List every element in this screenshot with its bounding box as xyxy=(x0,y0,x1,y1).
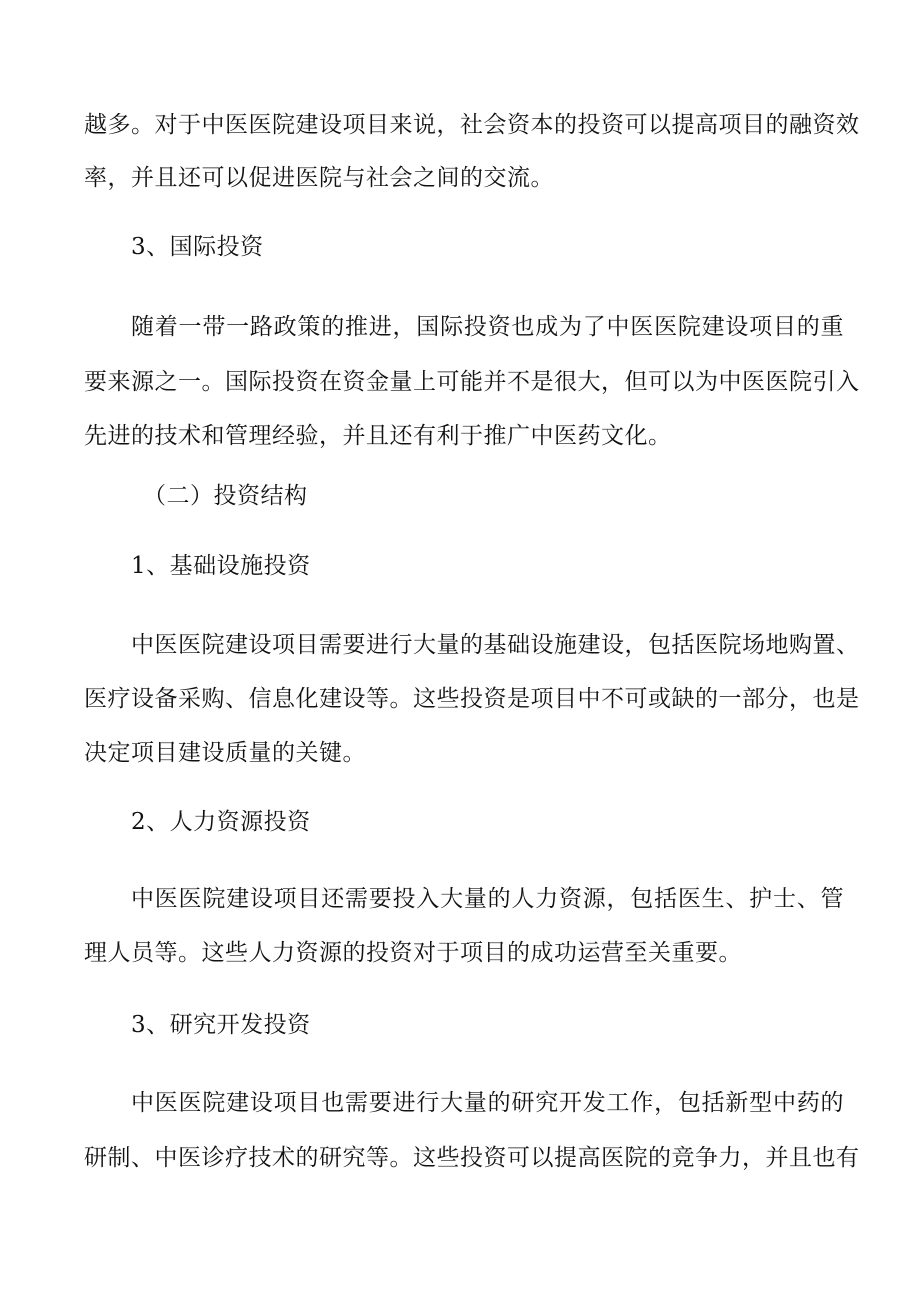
paragraph-infrastructure-line-3: 决定项目建设质量的关键。 xyxy=(84,740,366,766)
paragraph-international-line-1: 随着一带一路政策的推进，国际投资也成为了中医医院建设项目的重 xyxy=(131,314,844,340)
paragraph-human-resources-line-1: 中医医院建设项目还需要投入大量的人力资源，包括医生、护士、管 xyxy=(131,886,844,912)
heading-infrastructure-investment: 1、基础设施投资 xyxy=(131,553,311,579)
paragraph-human-resources-line-2: 理人员等。这些人力资源的投资对于项目的成功运营至关重要。 xyxy=(84,940,742,966)
heading-human-resources-investment: 2、人力资源投资 xyxy=(131,809,311,835)
paragraph-international-line-3: 先进的技术和管理经验，并且还有利于推广中医药文化。 xyxy=(84,423,672,449)
heading-investment-structure: （二）投资结构 xyxy=(143,483,308,509)
heading-international-investment: 3、国际投资 xyxy=(131,234,264,260)
paragraph-social-capital-line-1: 越多。对于中医医院建设项目来说，社会资本的投资可以提高项目的融资效 xyxy=(84,112,860,138)
paragraph-international-line-2: 要来源之一。国际投资在资金量上可能并不是很大，但可以为中医医院引入 xyxy=(84,369,860,395)
paragraph-rnd-line-2: 研制、中医诊疗技术的研究等。这些投资可以提高医院的竞争力，并且也有 xyxy=(84,1145,860,1171)
paragraph-infrastructure-line-2: 医疗设备采购、信息化建设等。这些投资是项目中不可或缺的一部分，也是 xyxy=(84,686,860,712)
paragraph-social-capital-line-2: 率，并且还可以促进医院与社会之间的交流。 xyxy=(84,165,554,191)
paragraph-infrastructure-line-1: 中医医院建设项目需要进行大量的基础设施建设，包括医院场地购置、 xyxy=(131,632,860,658)
paragraph-rnd-line-1: 中医医院建设项目也需要进行大量的研究开发工作，包括新型中药的 xyxy=(131,1090,844,1116)
heading-rnd-investment: 3、研究开发投资 xyxy=(131,1012,311,1038)
